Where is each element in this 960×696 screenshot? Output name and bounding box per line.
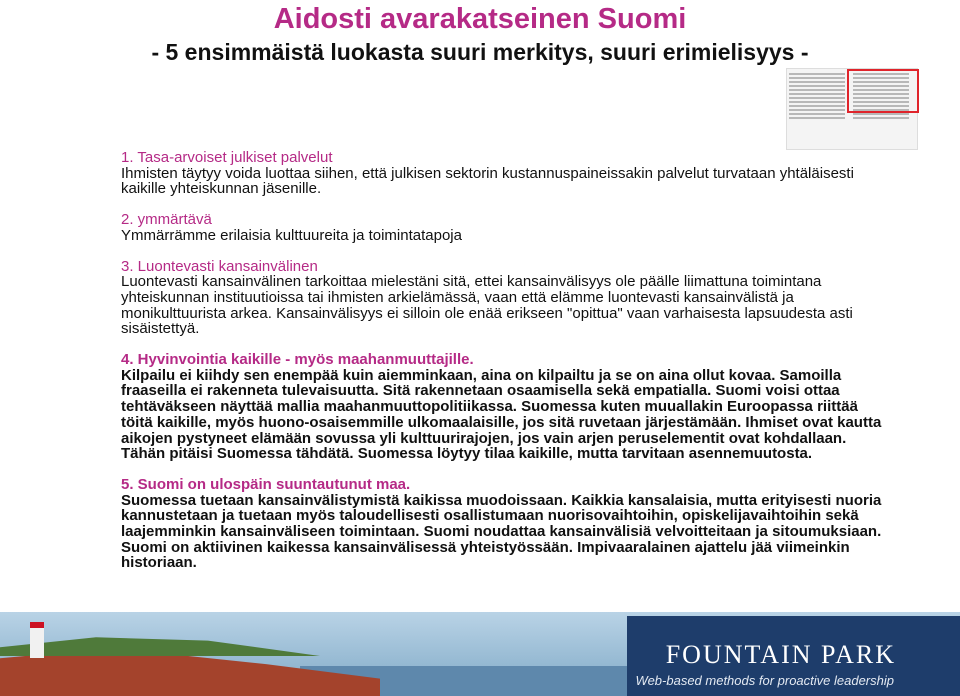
survey-thumbnail-image: [786, 68, 918, 150]
section-body: Suomessa tuetaan kansainvälistymistä kaikissa muodoissaan. Kaikkia kansalaisia, mutta erityisesti nuoria kannustetaan ja tuetaan myös taloudellisesti osallistumaan nuorisovaihtoihin, opiskelijavaihtoihin sekä laajemminkin kansainväliseen toimintaan. Suomi noudattaa kansainvälisiä velvoitteitaan ja sitoumuksiaan. Suomi on aktiivinen kaikessa kansainvälisessä yhteistyössään. Impivaaralainen ajattelu jää viimeinkin historiaan.: [121, 491, 882, 572]
page-subtitle: - 5 ensimmäistä luokasta suuri merkitys, suuri erimielisyys -: [151, 39, 809, 65]
lighthouse-icon: [30, 622, 44, 658]
section-body: Ymmärrämme erilaisia kulttuureita ja toimintatapoja: [121, 226, 462, 244]
section-body: Ihmisten täytyy voida luottaa siihen, että julkisen sektorin kustannuspaineissakin palvelut turvataan yhtäläisesti kaikille yhteiskunnan jäsenille.: [121, 164, 854, 198]
section-heading: 3. Luontevasti kansainvälinen: [121, 257, 318, 275]
brand-name: FOUNTAIN PARK: [665, 640, 896, 669]
section-3: [121, 259, 891, 338]
brand-tagline: Web-based methods for proactive leadership: [635, 673, 894, 688]
page-title: Aidosti avarakatseinen Suomi: [273, 3, 687, 35]
section-5: [121, 477, 891, 571]
section-heading: 4. Hyvinvointia kaikille - myös maahanmuuttajille.: [121, 351, 474, 369]
section-body: Kilpailu ei kiihdy sen enempää kuin aiemminkaan, aina on kilpailtu ja se on aina ollut kovaa. Samoilla fraaseilla ei rakenneta tulevaisuutta. Sitä rakennetaan osaamisella sekä empatialla. Suomi voisi ottaa tehtäväkseen näyttää mallia maahanmuuttopolitiikassa. Suomessa kuten muuallakin Euroopassa riittää töitä kaikille, myös huono-osaisemmille ulkomaalaisille, jos sitä ruvetaan järjestämään. Ihmiset ovat kautta aikojen pystyneet elämään sovussa yli kulttuurirajojen, jos vain arjen peruselementit ovat kohdallaan. Tähän pitäisi Suomessa tähdätä. Suomessa löytyy tilaa kaikille, mutta tarvitaan asennemuutosta.: [121, 366, 882, 463]
section-2: [121, 212, 891, 243]
content-body: [121, 150, 891, 571]
highlight-box: [847, 69, 919, 113]
fountain-park-logo: [627, 616, 960, 696]
section-heading: 5. Suomi on ulospäin suuntautunut maa.: [121, 475, 411, 493]
section-1: [121, 150, 891, 197]
section-heading: 2. ymmärtävä: [121, 211, 212, 229]
section-4: [121, 352, 891, 462]
section-body: Luontevasti kansainvälinen tarkoittaa mielestäni sitä, ettei kansainvälisyys ole päälle liimattuna toimintana yhteiskunnan instituutioissa tai ihmisten arkielämässä, vaan että elämme luontevasti kansainvälistä ja monikulttuurista arkea. Kansainvälisyys ei silloin ole enää erikseen "opittua" vaan varhaisesta lapsuudesta asti sisäistettyä.: [121, 273, 853, 338]
section-heading: 1. Tasa-arvoiset julkiset palvelut: [121, 149, 333, 166]
